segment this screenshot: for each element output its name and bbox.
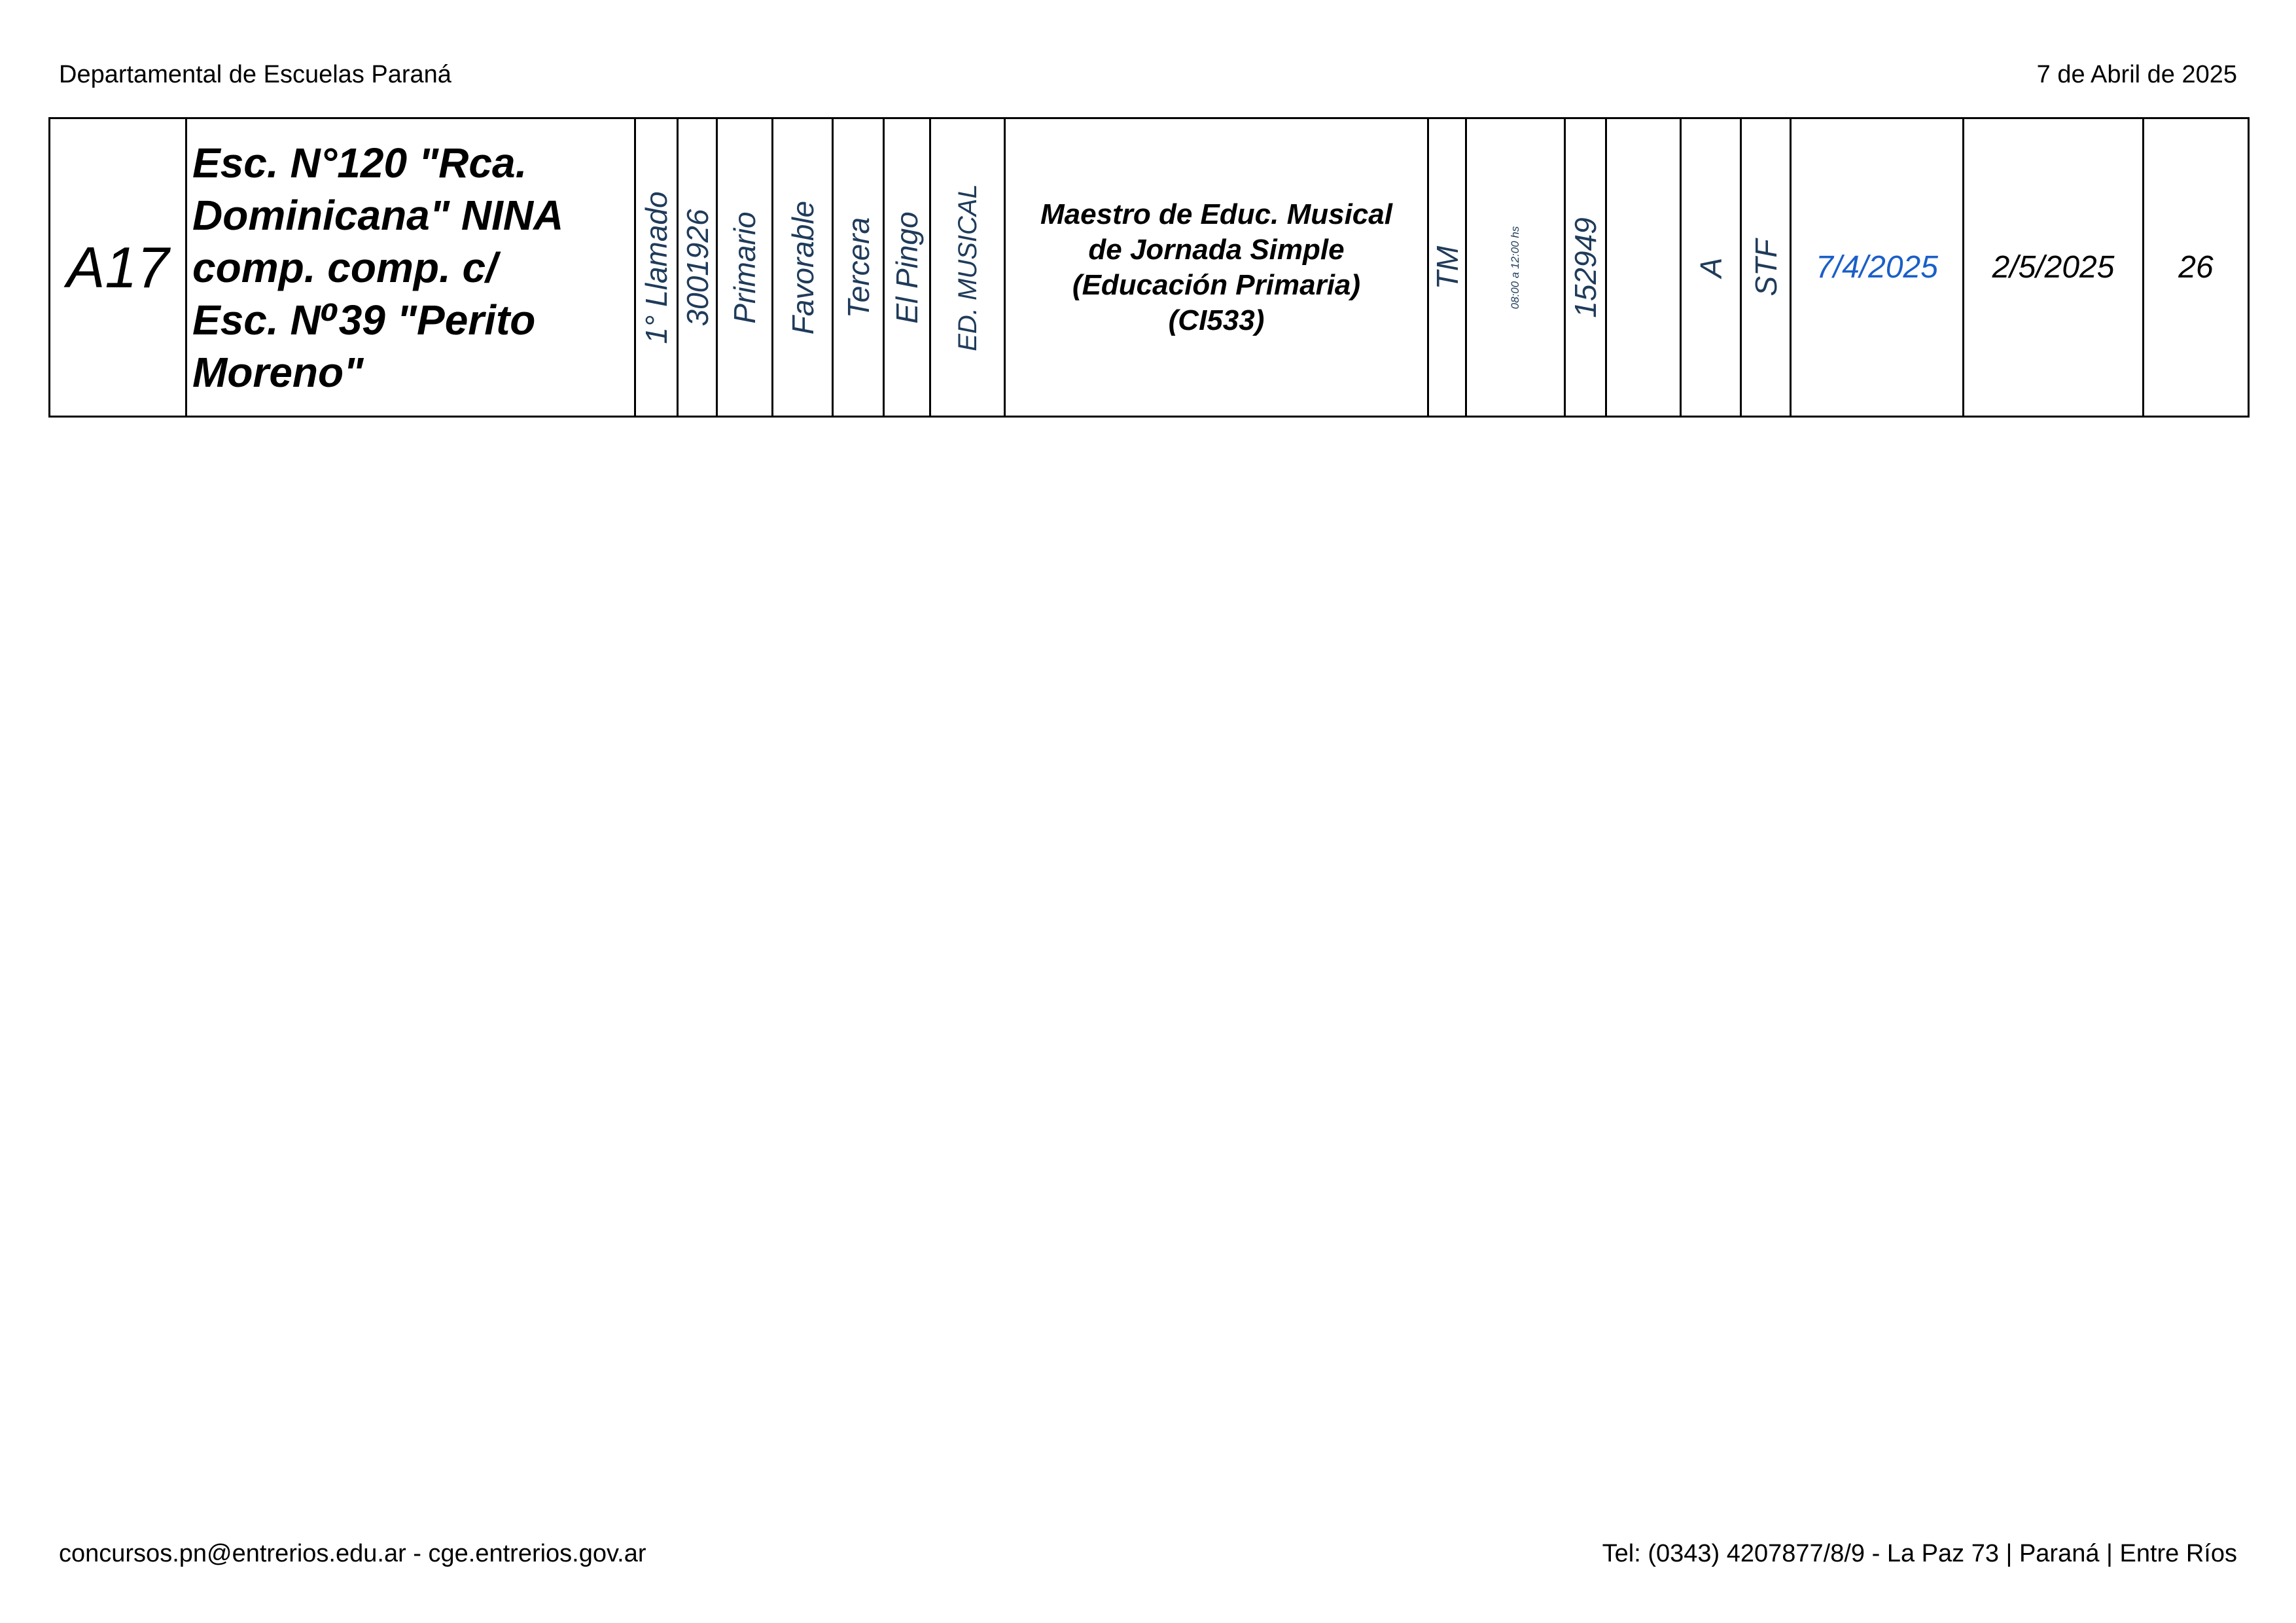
cargo-line: Maestro de Educ. Musical bbox=[1040, 198, 1392, 230]
horas-count: 26 bbox=[2144, 118, 2249, 417]
nivel-cell bbox=[717, 118, 773, 417]
fecha-desde: 7/4/2025 bbox=[1791, 118, 1964, 417]
school-name-line: Moreno" bbox=[192, 348, 364, 396]
horario-cell bbox=[1466, 118, 1565, 417]
header-institution: Departamental de Escuelas Paraná bbox=[59, 61, 451, 88]
llamado-text: 1° Llamado bbox=[639, 190, 673, 344]
letra-cell bbox=[1681, 118, 1741, 417]
vacancy-code: A17 bbox=[50, 118, 186, 417]
cargo-cell bbox=[1005, 118, 1428, 417]
school-name-line: Esc. N⁰39 "Perito bbox=[192, 296, 536, 344]
cargo-line: de Jornada Simple bbox=[1088, 233, 1345, 266]
area-cell bbox=[930, 118, 1005, 417]
school-name-line: Dominicana" NINA bbox=[192, 191, 564, 239]
footer-contact-email: concursos.pn@entrerios.edu.ar - cge.entrerios.gov.ar bbox=[59, 1540, 646, 1567]
header-date: 7 de Abril de 2025 bbox=[2036, 61, 2237, 88]
area-text: ED. MUSICAL bbox=[953, 183, 982, 351]
table-row bbox=[50, 118, 2249, 417]
turno-text: TM bbox=[1430, 245, 1464, 289]
codigo-cargo-text: 152949 bbox=[1568, 217, 1602, 318]
llamado-cell bbox=[635, 118, 678, 417]
vacancy-table bbox=[48, 117, 2250, 418]
horario-text: 08:00 a 12:00 hs bbox=[1509, 226, 1521, 309]
empty-cell bbox=[1606, 118, 1681, 417]
cargo-line: (Educación Primaria) bbox=[1072, 268, 1361, 301]
situacion-text: STF bbox=[1748, 239, 1783, 296]
school-name-line: Esc. N°120 "Rca. bbox=[192, 139, 527, 187]
codigo-cargo-cell bbox=[1565, 118, 1606, 417]
school-name-cell bbox=[186, 118, 635, 417]
nivel-text: Primario bbox=[728, 211, 762, 324]
zona-text: Favorable bbox=[785, 200, 820, 334]
localidad-text: El Pingo bbox=[890, 211, 924, 324]
localidad-cell bbox=[884, 118, 930, 417]
categoria-text: Tercera bbox=[841, 217, 875, 318]
school-name-line: comp. comp. c/ bbox=[192, 243, 497, 291]
zona-cell bbox=[773, 118, 833, 417]
turno-cell bbox=[1428, 118, 1466, 417]
situacion-cell bbox=[1741, 118, 1791, 417]
cargo-line: (CI533) bbox=[1168, 304, 1265, 336]
numero-cell bbox=[678, 118, 717, 417]
fecha-hasta: 2/5/2025 bbox=[1964, 118, 2144, 417]
footer-contact-address: Tel: (0343) 4207877/8/9 - La Paz 73 | Paraná | Entre Ríos bbox=[1602, 1540, 2237, 1567]
numero-text: 3001926 bbox=[680, 208, 715, 327]
letra-text: A bbox=[1693, 257, 1728, 277]
categoria-cell bbox=[833, 118, 884, 417]
